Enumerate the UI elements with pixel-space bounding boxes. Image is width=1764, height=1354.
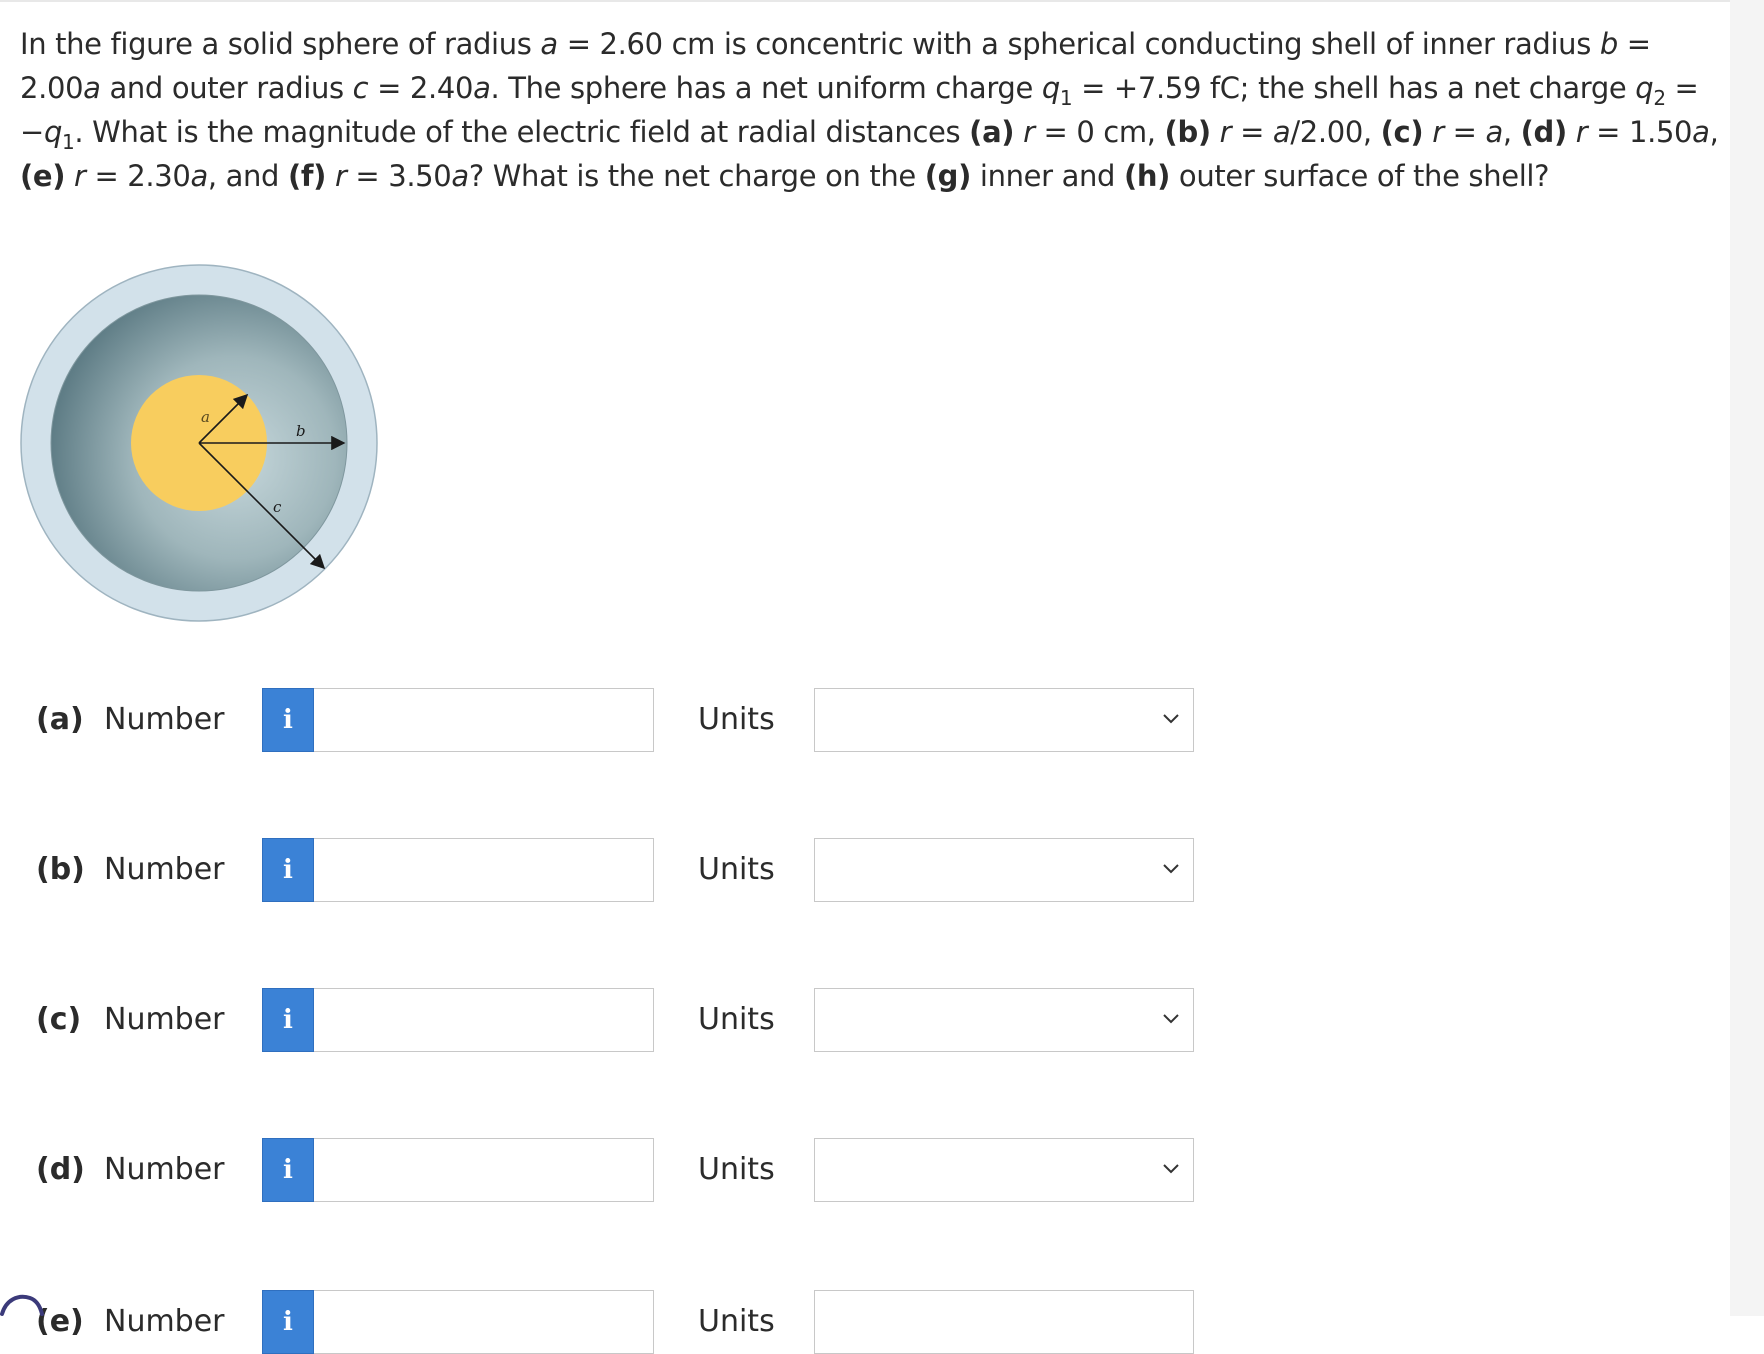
units-label: Units bbox=[698, 1152, 775, 1187]
chevron-down-icon bbox=[1159, 1157, 1183, 1181]
question-text: In the figure a solid sphere of radius a = 2.60 cm is concentric with a spherical conducting shell of inner radius b = 2.00a and outer radius c = 2.40a. The sphere has a net uniform charge $q_1 = +7.59$ fC; the shell has a net charge $q_2 = -q_1$. What is the magnitude of the electric field at radial distances (a) r = 0 cm, (b) r = a/2.00, (c) r = a, (d) r = 1.50a, (e) r = 2.30a, and (f) r = 3.50a? What is the net charge on the (g) inner and (h) outer surface of the shell? bbox=[20, 27, 1719, 193]
part-label: (e) bbox=[36, 1304, 84, 1339]
chevron-down-icon bbox=[1159, 707, 1183, 731]
answer-row-b bbox=[0, 838, 1730, 904]
answer-row-c bbox=[0, 988, 1730, 1054]
answer-row-d bbox=[0, 1138, 1730, 1204]
units-dropdown[interactable] bbox=[814, 1138, 1194, 1202]
number-label: Number bbox=[104, 852, 225, 887]
concentric-sphere-figure bbox=[18, 262, 380, 624]
part-label: (d) bbox=[36, 1152, 85, 1187]
label-a: a bbox=[201, 408, 210, 426]
answer-row-e bbox=[0, 1290, 1730, 1339]
info-button[interactable] bbox=[262, 1290, 314, 1354]
chevron-down-icon bbox=[1159, 1007, 1183, 1031]
units-label: Units bbox=[698, 852, 775, 887]
part-label: (a) bbox=[36, 702, 84, 737]
number-input[interactable] bbox=[314, 688, 654, 752]
number-input[interactable] bbox=[314, 1138, 654, 1202]
label-c: c bbox=[273, 498, 282, 516]
number-input[interactable] bbox=[314, 1290, 654, 1354]
part-label: (b) bbox=[36, 852, 85, 887]
info-button[interactable] bbox=[262, 988, 314, 1052]
info-icon: i bbox=[283, 1005, 293, 1035]
top-divider bbox=[0, 0, 1730, 2]
info-icon: i bbox=[283, 1155, 293, 1185]
units-label: Units bbox=[698, 702, 775, 737]
info-button[interactable] bbox=[262, 1138, 314, 1202]
units-label: Units bbox=[698, 1304, 775, 1339]
status-marker-icon bbox=[0, 1290, 44, 1316]
units-label: Units bbox=[698, 1002, 775, 1037]
number-input[interactable] bbox=[314, 988, 654, 1052]
number-label: Number bbox=[104, 1152, 225, 1187]
units-dropdown[interactable] bbox=[814, 988, 1194, 1052]
info-icon: i bbox=[283, 705, 293, 735]
part-label: (c) bbox=[36, 1002, 82, 1037]
number-label: Number bbox=[104, 1002, 225, 1037]
number-label: Number bbox=[104, 702, 225, 737]
units-dropdown[interactable] bbox=[814, 838, 1194, 902]
number-label: Number bbox=[104, 1304, 225, 1339]
number-input[interactable] bbox=[314, 838, 654, 902]
units-dropdown[interactable] bbox=[814, 1290, 1194, 1354]
info-icon: i bbox=[283, 855, 293, 885]
info-icon: i bbox=[283, 1307, 293, 1337]
chevron-down-icon bbox=[1159, 857, 1183, 881]
info-button[interactable] bbox=[262, 838, 314, 902]
label-b: b bbox=[296, 422, 306, 440]
scroll-gutter bbox=[1730, 0, 1764, 1316]
answer-row-a bbox=[0, 688, 1730, 754]
info-button[interactable] bbox=[262, 688, 314, 752]
units-dropdown[interactable] bbox=[814, 688, 1194, 752]
